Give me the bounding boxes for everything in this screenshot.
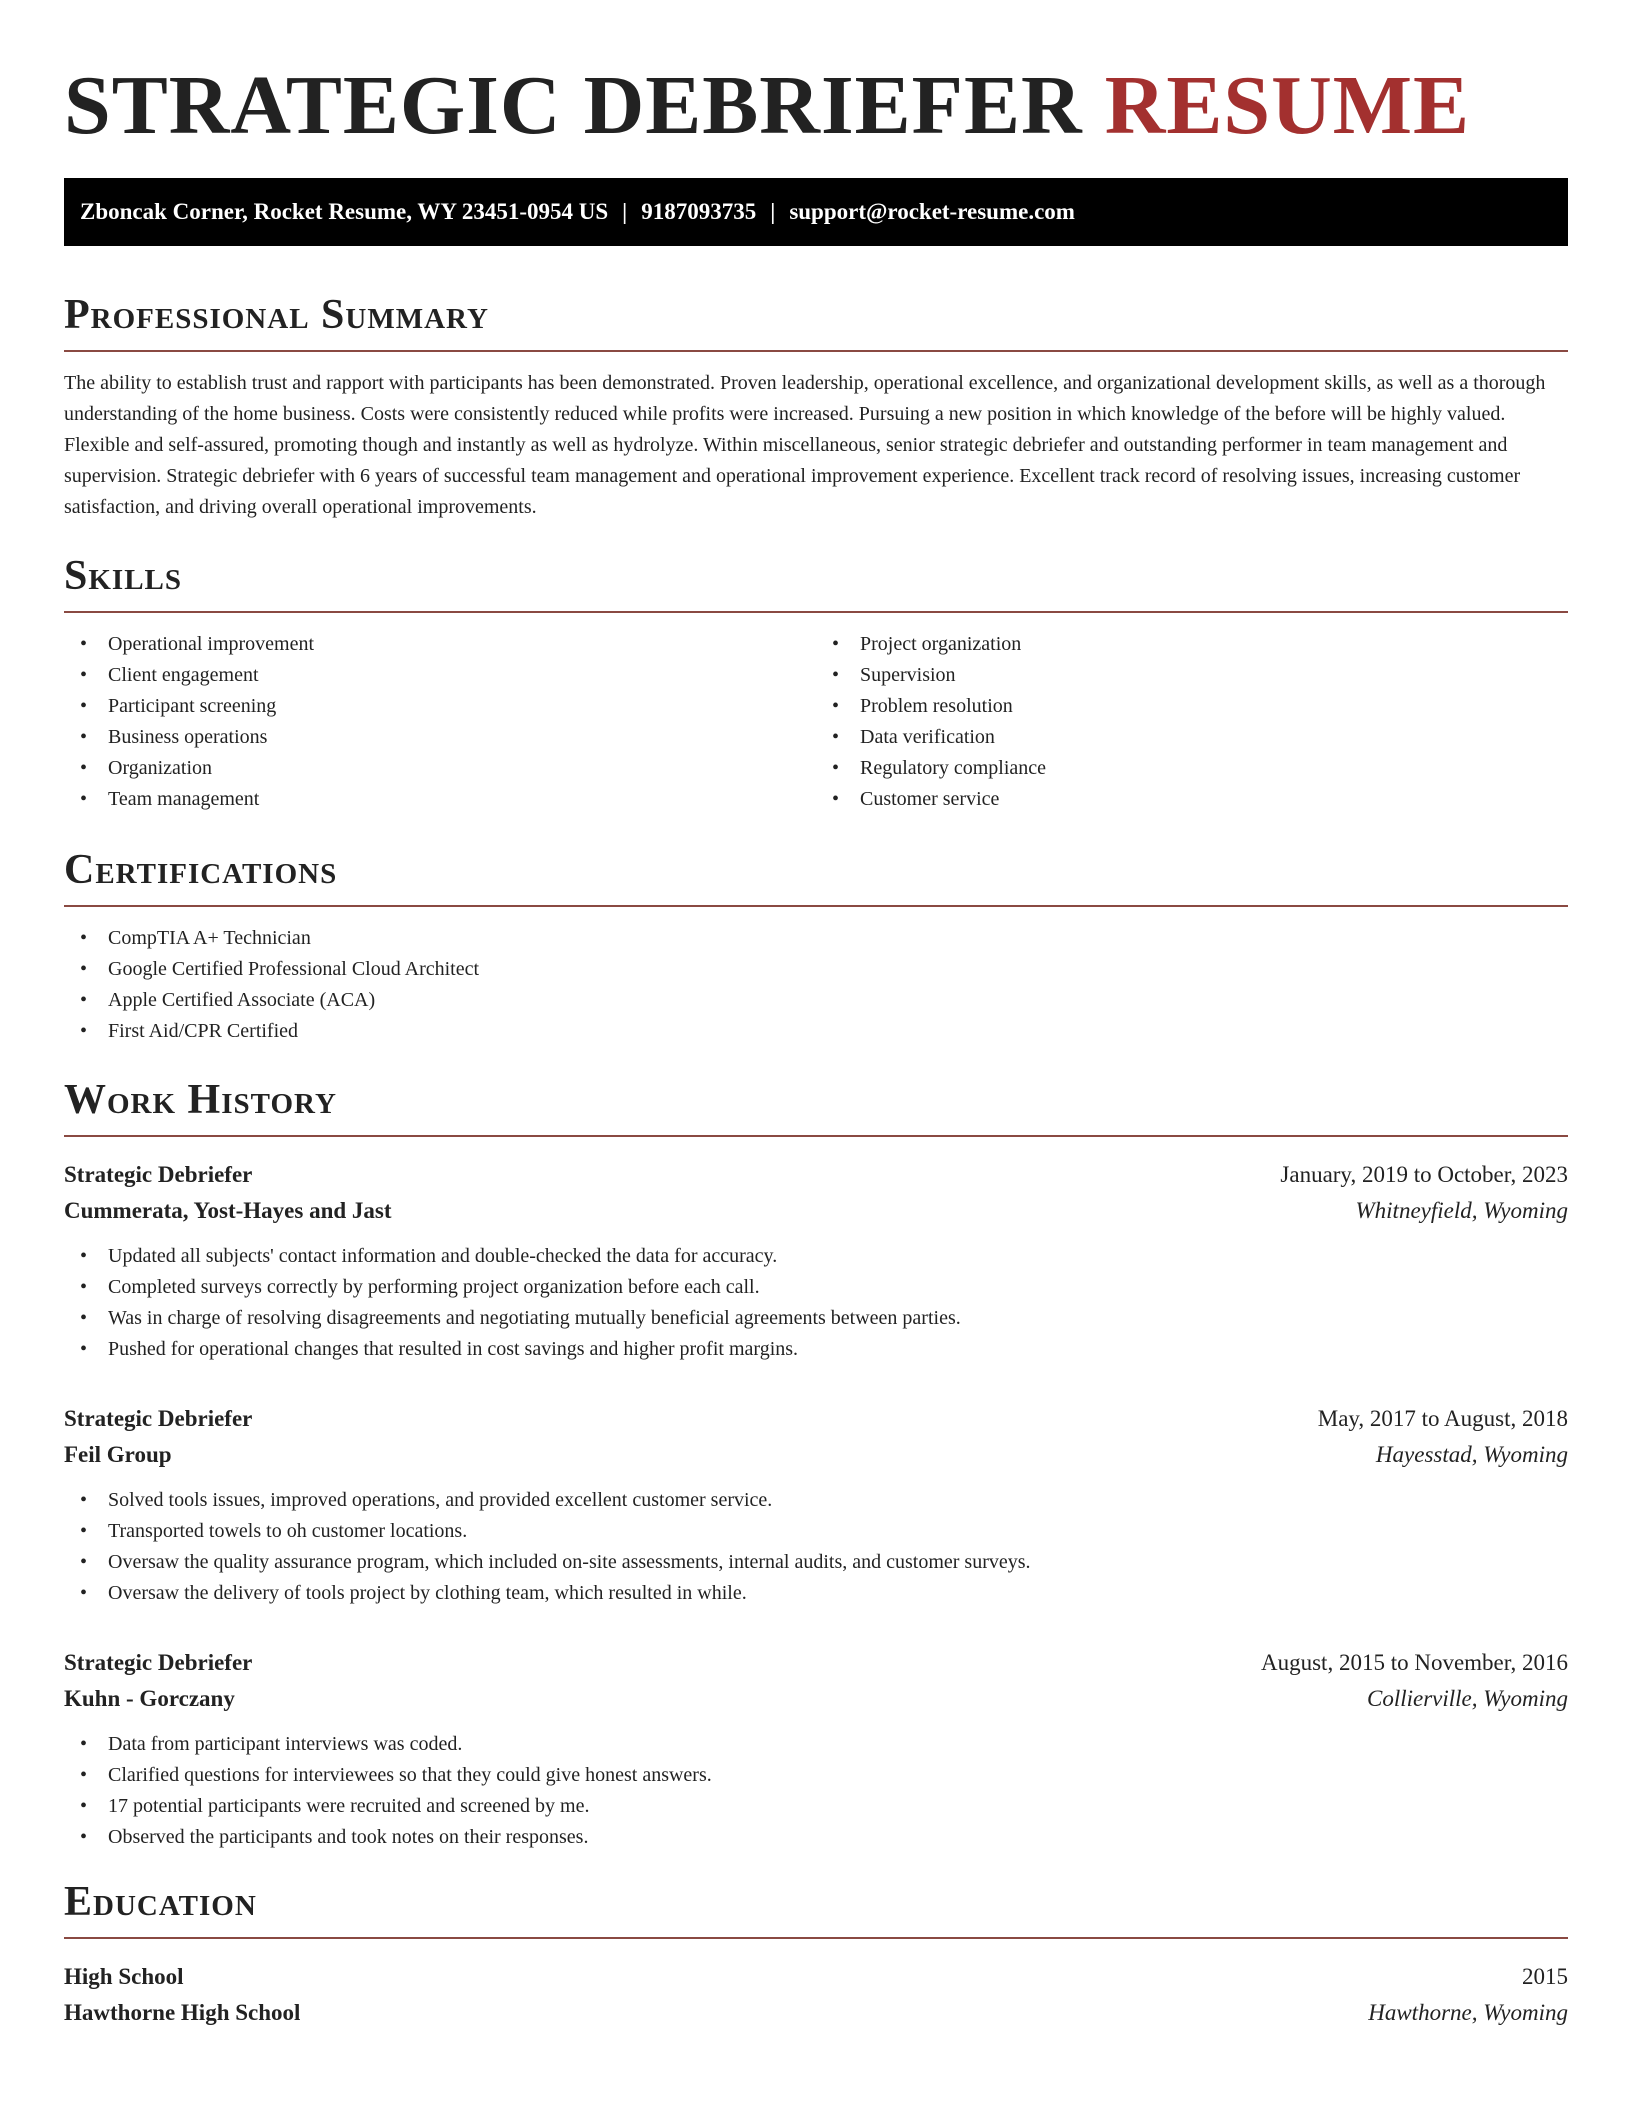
job-title: Strategic Debriefer	[64, 1162, 253, 1187]
education-location: Hawthorne, Wyoming	[1368, 2000, 1568, 2025]
job-entry	[64, 1645, 1568, 1853]
skills-section	[64, 551, 1568, 815]
certification-item: • First Aid/CPR Certified	[64, 1016, 1568, 1047]
job-company: Cummerata, Yost-Hayes and Jast	[64, 1198, 392, 1223]
skills-list-right	[816, 629, 1568, 815]
certifications-section	[64, 845, 1568, 1047]
job-duty: • Data from participant interviews was coded.	[64, 1729, 1568, 1760]
job-duty: • Completed surveys correctly by performing project organization before each call.	[64, 1272, 1568, 1303]
job-title: Strategic Debriefer	[64, 1650, 253, 1675]
skills-list-left	[64, 629, 816, 815]
job-header-row	[64, 1157, 1568, 1193]
certification-item: • Google Certified Professional Cloud Architect	[64, 954, 1568, 985]
skill-item: • Regulatory compliance	[816, 753, 1568, 784]
contact-email[interactable]: support@rocket-resume.com	[789, 199, 1075, 224]
certification-item: • CompTIA A+ Technician	[64, 923, 1568, 954]
job-company-row	[64, 1437, 1568, 1473]
job-duty: • 17 potential participants were recruited and screened by me.	[64, 1791, 1568, 1822]
job-duty: • Observed the participants and took notes on their responses.	[64, 1822, 1568, 1853]
summary-text: The ability to establish trust and rapport with participants has been demonstrated. Proven leadership, operational excellence, and organizational development skills, as well as a thorough understanding of the home business. Costs were consistently reduced while profits were increased. Pursuing a new position in which knowledge of the before will be highly valued. Flexible and self-assured, promoting though and instantly as well as hydrolyze. Within miscellaneous, senior strategic debriefer and outstanding performer in team management and supervision. Strategic debriefer with 6 years of successful team management and operational improvement experience. Excellent track record of resolving issues, increasing customer satisfaction, and driving overall operational improvements.	[64, 372, 1546, 518]
summary-section	[64, 290, 1568, 523]
job-entry	[64, 1401, 1568, 1609]
skill-item: • Participant screening	[64, 691, 816, 722]
contact-phone[interactable]: 9187093735	[641, 199, 757, 224]
job-company: Kuhn - Gorczany	[64, 1686, 235, 1711]
contact-bar	[64, 178, 1568, 246]
resume-title	[64, 0, 1568, 156]
skill-item: • Organization	[64, 753, 816, 784]
job-company: Feil Group	[64, 1442, 172, 1467]
skill-item: • Business operations	[64, 722, 816, 753]
job-duty: • Transported towels to oh customer locations.	[64, 1516, 1568, 1547]
title-main: STRATEGIC DEBRIEFER	[64, 59, 1083, 152]
job-header-row	[64, 1401, 1568, 1437]
work-history-section	[64, 1075, 1568, 1853]
certifications-list	[64, 923, 1568, 1047]
job-duty: • Oversaw the quality assurance program, which included on-site assessments, internal audits, and customer surveys.	[64, 1547, 1568, 1578]
skill-item: • Supervision	[816, 660, 1568, 691]
skill-item: • Client engagement	[64, 660, 816, 691]
job-title: Strategic Debriefer	[64, 1406, 253, 1431]
skill-item: • Team management	[64, 784, 816, 815]
certification-item: • Apple Certified Associate (ACA)	[64, 985, 1568, 1016]
job-duties-list	[64, 1241, 1568, 1365]
skills-heading: Skills	[64, 551, 1568, 613]
contact-address: Zboncak Corner, Rocket Resume, WY 23451-0954 US	[80, 199, 609, 224]
skill-item: • Operational improvement	[64, 629, 816, 660]
work-history-heading: Work History	[64, 1075, 1568, 1137]
job-location: Whitneyfield, Wyoming	[1355, 1198, 1568, 1223]
title-accent: RESUME	[1104, 59, 1471, 152]
skills-grid	[64, 629, 1568, 815]
education-school-row	[64, 1995, 1568, 2031]
skill-item: • Problem resolution	[816, 691, 1568, 722]
job-duty: • Updated all subjects' contact information and double-checked the data for accuracy.	[64, 1241, 1568, 1272]
skill-item: • Data verification	[816, 722, 1568, 753]
job-duties-list	[64, 1485, 1568, 1609]
contact-separator: |	[622, 199, 628, 224]
job-entry	[64, 1157, 1568, 1365]
certifications-heading: Certifications	[64, 845, 1568, 907]
job-duty: • Solved tools issues, improved operations, and provided excellent customer service.	[64, 1485, 1568, 1516]
job-duty: • Pushed for operational changes that resulted in cost savings and higher profit margins.	[64, 1334, 1568, 1365]
summary-heading: Professional Summary	[64, 290, 1568, 352]
job-company-row	[64, 1681, 1568, 1717]
job-duty: • Oversaw the delivery of tools project by clothing team, which resulted in while.	[64, 1578, 1568, 1609]
job-location: Collierville, Wyoming	[1366, 1686, 1568, 1711]
contact-separator: |	[770, 199, 776, 224]
skill-item: • Customer service	[816, 784, 1568, 815]
job-company-row	[64, 1193, 1568, 1229]
job-header-row	[64, 1645, 1568, 1681]
job-duties-list	[64, 1729, 1568, 1853]
education-heading: Education	[64, 1877, 1568, 1939]
job-duty: • Clarified questions for interviewees so that they could give honest answers.	[64, 1760, 1568, 1791]
education-section	[64, 1877, 1568, 2031]
job-dates: August, 2015 to November, 2016	[1261, 1650, 1568, 1675]
job-location: Hayesstad, Wyoming	[1375, 1442, 1568, 1467]
education-year: 2015	[1522, 1964, 1568, 1989]
job-dates: January, 2019 to October, 2023	[1280, 1162, 1568, 1187]
skill-item: • Project organization	[816, 629, 1568, 660]
education-school: Hawthorne High School	[64, 2000, 301, 2025]
education-header-row	[64, 1959, 1568, 1995]
education-entry	[64, 1959, 1568, 2031]
education-degree: High School	[64, 1964, 184, 1989]
job-dates: May, 2017 to August, 2018	[1317, 1406, 1568, 1431]
job-duty: • Was in charge of resolving disagreements and negotiating mutually beneficial agreements between parties.	[64, 1303, 1568, 1334]
